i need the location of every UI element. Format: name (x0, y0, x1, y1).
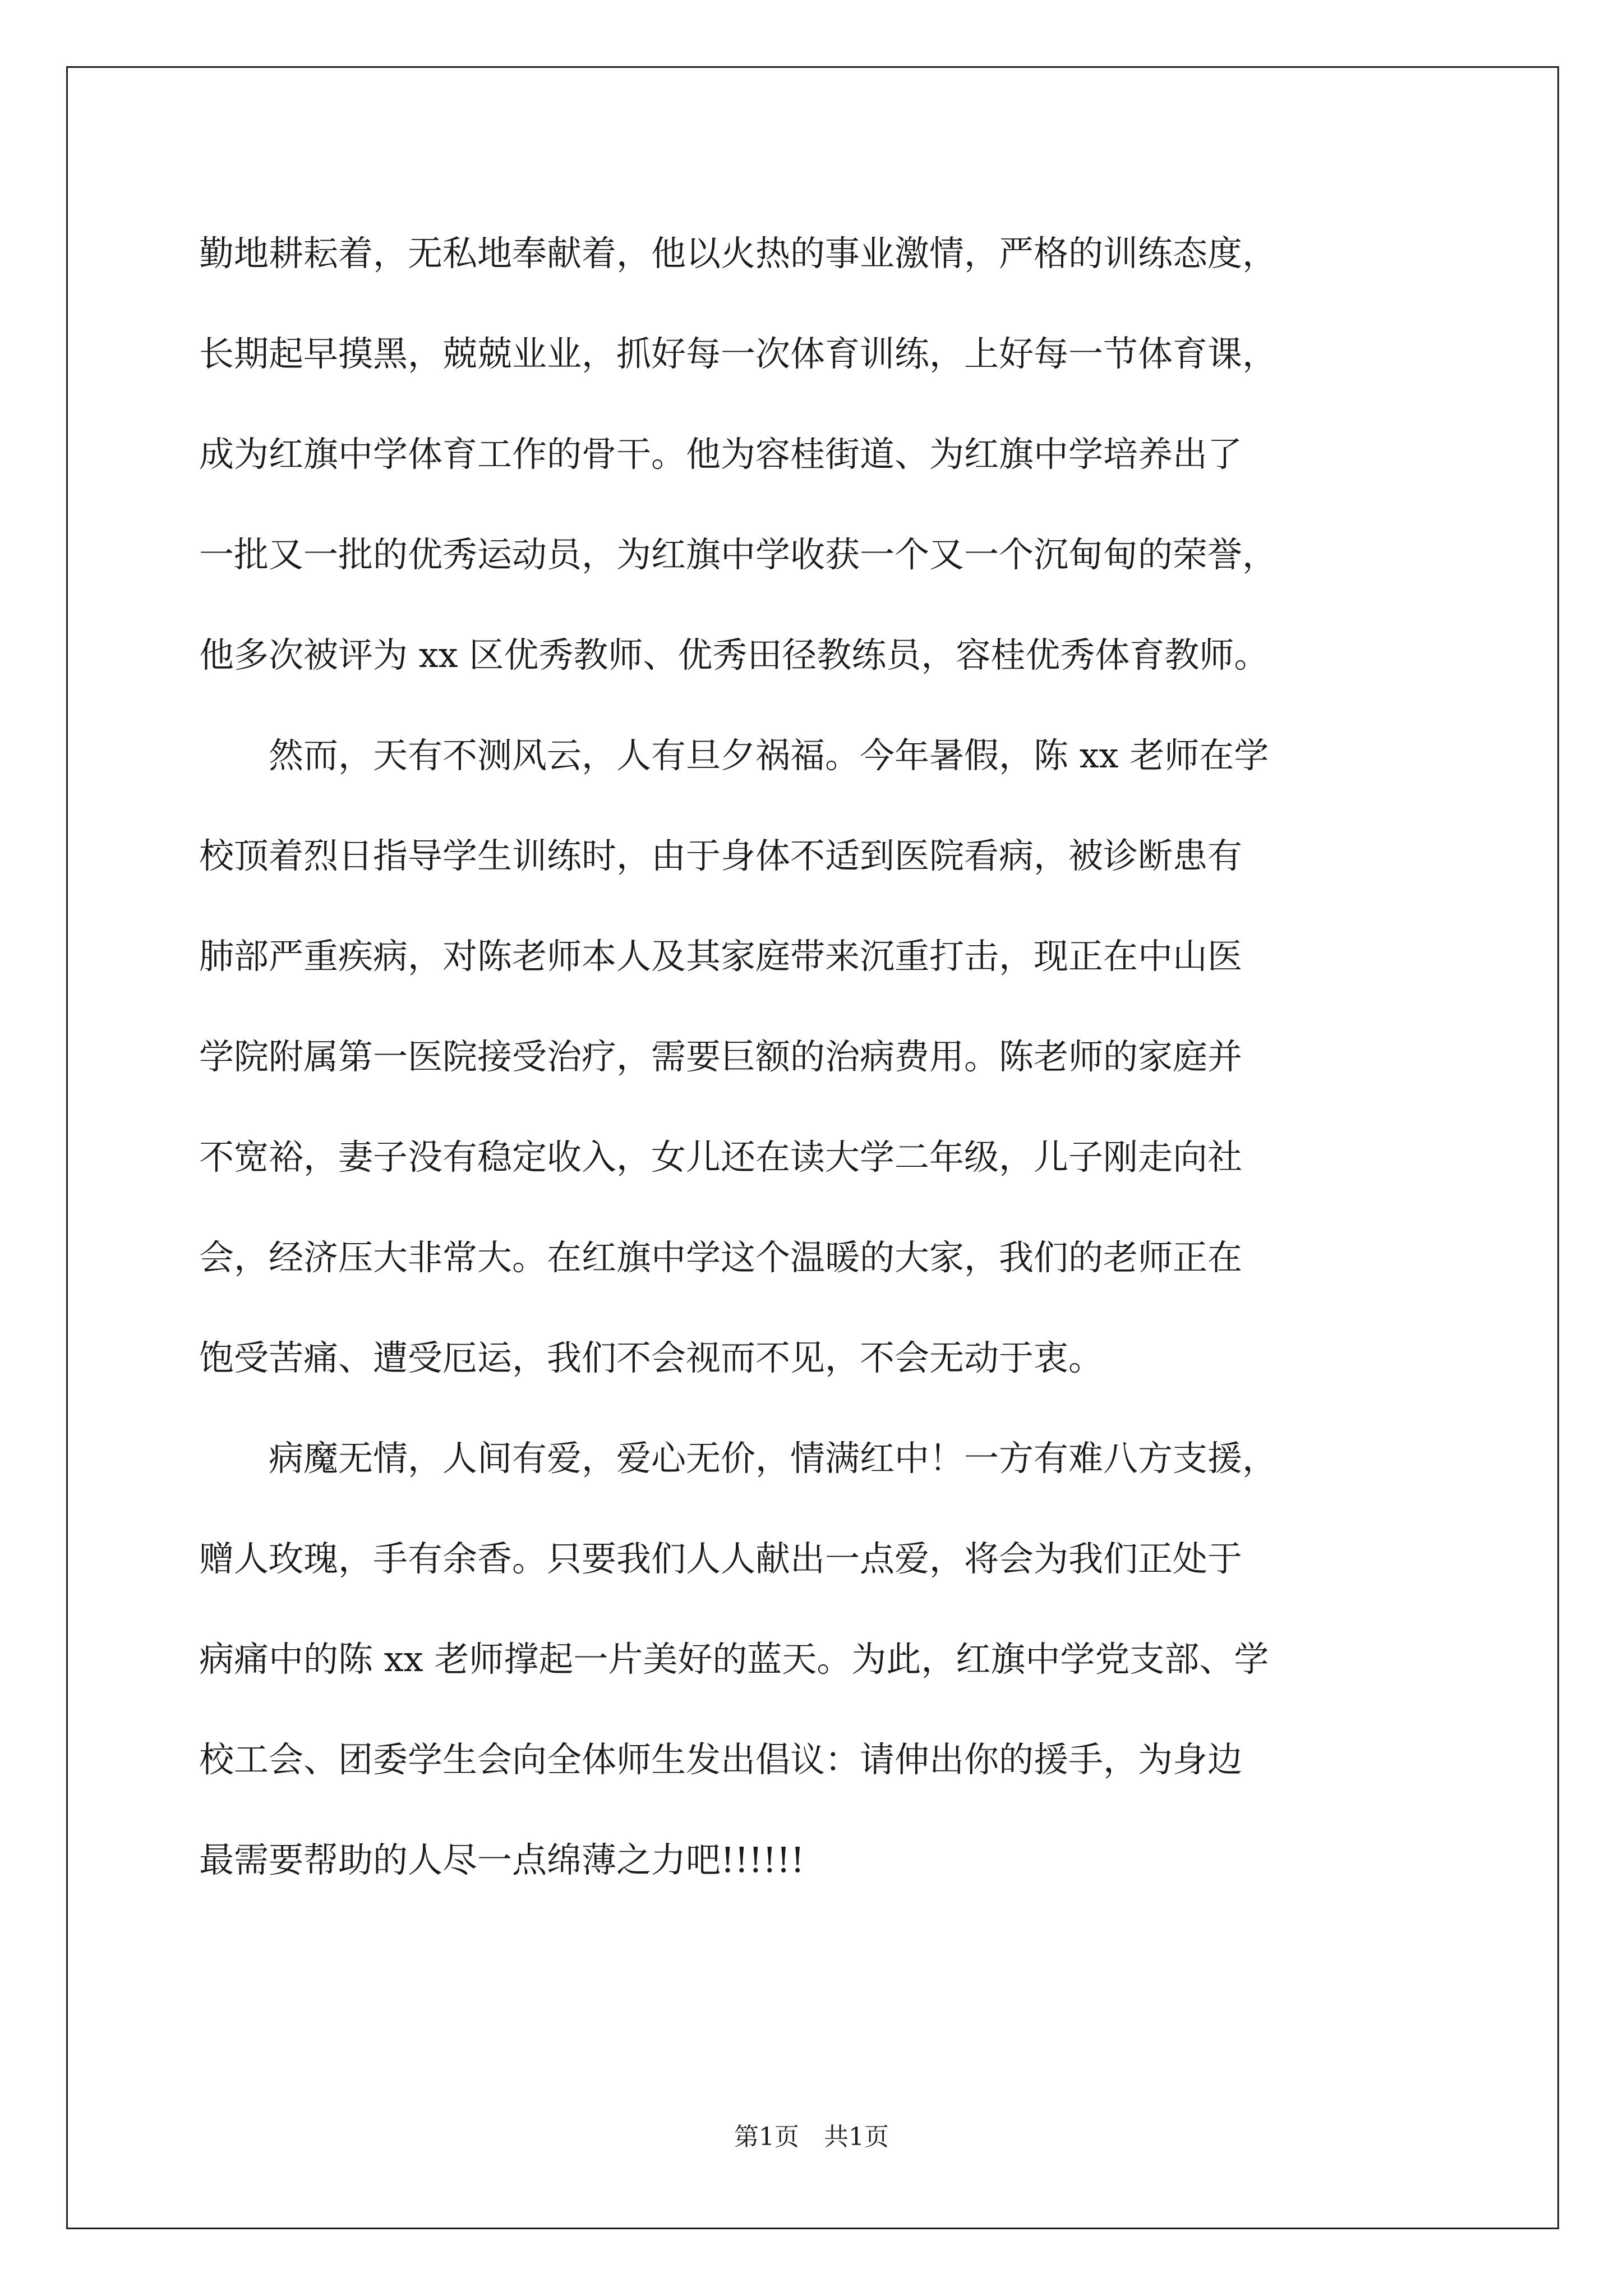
text-line: 一批又一批的优秀运动员，为红旗中学收获一个又一个沉甸甸的荣誉， (199, 534, 1278, 575)
text-line: 然而，天有不测风云，人有旦夕祸福。今年暑假，陈 xx 老师在学 (199, 735, 1269, 776)
text-line: 赠人玫瑰，手有余香。只要我们人人献出一点爱，将会为我们正处于 (199, 1538, 1243, 1579)
text-line: 校工会、团委学生会向全体师生发出倡议：请伸出你的援手，为身边 (199, 1739, 1243, 1780)
text-line: 学院附属第一医院接受治疗，需要巨额的治病费用。陈老师的家庭并 (199, 1036, 1243, 1077)
text-line: 校顶着烈日指导学生训练时，由于身体不适到医院看病，被诊断患有 (199, 835, 1243, 876)
text-line: 病魔无情，人间有爱，爱心无价，情满红中！一方有难八方支援， (199, 1438, 1278, 1479)
text-line: 他多次被评为 xx 区优秀教师、优秀田径教练员，容桂优秀体育教师。 (199, 634, 1269, 675)
text-line: 会，经济压大非常大。在红旗中学这个温暖的大家，我们的老师正在 (199, 1237, 1243, 1278)
text-line: 最需要帮助的人尽一点绵薄之力吧!!!!!! (199, 1839, 805, 1880)
text-line: 成为红旗中学体育工作的骨干。他为容桂街道、为红旗中学培养出了 (199, 434, 1243, 475)
text-line: 勤地耕耘着，无私地奉献着，他以火热的事业激情，严格的训练态度， (199, 233, 1278, 274)
page-footer (0, 2120, 1623, 2154)
text-line: 病痛中的陈 xx 老师撑起一片美好的蓝天。为此，红旗中学党支部、学 (199, 1639, 1269, 1680)
document-body (199, 203, 1433, 1910)
text-line: 肺部严重疾病，对陈老师本人及其家庭带来沉重打击，现正在中山医 (199, 936, 1243, 977)
text-line: 不宽裕，妻子没有稳定收入，女儿还在读大学二年级，儿子刚走向社 (199, 1137, 1243, 1177)
page-number-total: 共1页 (824, 2123, 889, 2151)
text-line: 长期起早摸黑，兢兢业业，抓好每一次体育训练，上好每一节体育课， (199, 333, 1278, 374)
text-line: 饱受苦痛、遭受厄运，我们不会视而不见，不会无动于衷。 (199, 1337, 1104, 1378)
page-number-current: 第1页 (734, 2123, 799, 2151)
